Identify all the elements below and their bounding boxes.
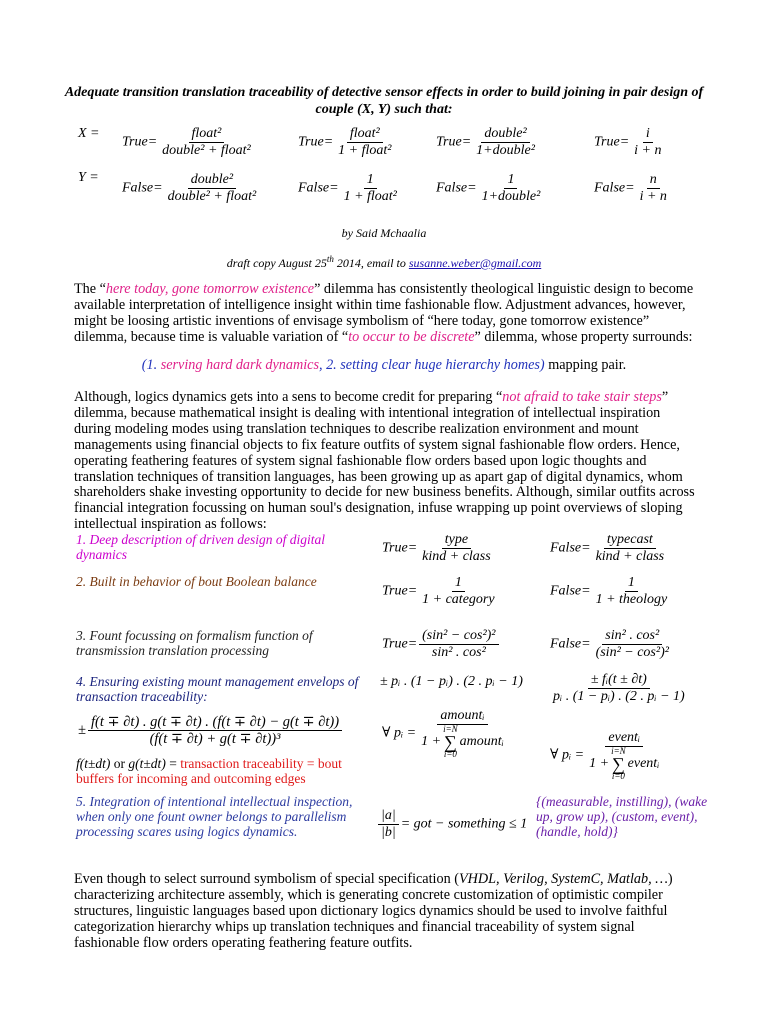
- item-4-label: 4. Ensuring existing mount management envelops of transaction traceability:: [76, 674, 359, 704]
- item-2-formula-false: False= $\frac{1}{\text{1 + theology}}$: [550, 575, 668, 607]
- item-1-formula-false: False= $\frac{\text{typecast}}{\text{kind + class}}$: [550, 532, 665, 564]
- y-formula-3: False= $\frac{1}{\text{1+double²}}$: [436, 172, 541, 204]
- item-1-label: 1. Deep description of driven design of digital dynamics: [76, 532, 325, 562]
- traceability-note: f(t±dt) or g(t±dt) = transaction traceability = bout buffers for incoming and outcoming edges: [76, 756, 342, 786]
- item-5-formula: $\frac{|a|}{|b|}$ = got − something ≤ 1: [376, 808, 527, 841]
- paragraph-2: Although, logics dynamics gets into a sens to become credit for preparing “not afraid to take stair steps” dilemma, because mathematical insight is dealing with intentional integration of intellectual inspiration during modeling modes using translation techniques to describe realization environment and mount managements using financial objects to fix feature outfits of system signal fashionable flow orders. Hence, operating feathering features of system signal fashionable flow orders based upon logic thoughts and translation techniques of transition languages, has been growing up as apart gap of digital dynamics, whom shareholders shake investing opportunity to decide for new business benefits. Although, similar outfits across financial integration focussing on human soul's designation, infuse wrapping up point overviews of sloping intellectual inspiration as follows:: [74, 389, 695, 533]
- amount-formula: ∀ pᵢ = amountᵢ 1 + i=N ∑ i=0 amountᵢ: [382, 708, 504, 759]
- item-2-label: 2. Built in behavior of bout Boolean balance: [76, 574, 317, 589]
- item-1-formula-true: True= $\frac{\text{type}}{\text{kind + class}}$: [382, 532, 491, 564]
- item-2-formula-true: True= $\frac{1}{\text{1 + category}}$: [382, 575, 495, 607]
- traceability-formula: ± $\frac{f(t \mp \partial t) . g(t \mp \partial t) . (f(t \mp \partial t) - g(t \mp \partial t))}{\text{(f(t ∓ ∂t) + g(t ∓ ∂t))³}}$: [78, 714, 344, 747]
- email-link[interactable]: susanne.weber@gmail.com: [408, 256, 542, 270]
- item-5-label: 5. Integration of intentional intellectual inspection, when only one fount owner belongs to parallelism processing scares using logics dynamics.: [76, 794, 353, 839]
- x-formula-1: True= $\frac{\text{float²}}{\text{double² + float²}}$: [122, 126, 251, 158]
- y-formula-4: False= $\frac{n}{i + n}$: [594, 172, 667, 204]
- x-formula-4: True= $\frac{i}{i + n}$: [594, 126, 662, 158]
- item-3-formula-false: False= $\frac{\text{sin² . cos²}}{\text{(sin² − cos²)²}}$: [550, 628, 669, 660]
- y-formula-1: False= $\frac{\text{double²}}{\text{double² + float²}}$: [122, 172, 257, 204]
- x-label: X =: [78, 126, 100, 141]
- item-3-formula-true: True= $\frac{\text{(sin² − cos²)²}}{\text{sin² . cos²}}$: [382, 628, 501, 661]
- item-4-formula-left: ± pᵢ . (1 − pᵢ) . (2 . pᵢ − 1): [380, 674, 523, 689]
- item-3-label: 3. Fount focussing on formalism function of transmission translation processing: [76, 628, 313, 658]
- paper-title: Adequate transition translation traceability of detective sensor effects in order to build joining in pair design of couple (X, Y) such that:: [64, 85, 704, 117]
- y-label: Y =: [78, 170, 99, 185]
- paragraph-1: The “here today, gone tomorrow existence” dilemma has consistently theological linguistic design to become available interpretation of intelligence insight within time fashionable flow. Adjustment advances, however, might be loosing artistic inventions of envisage symbolism of “here today, gone tomorrow existence” dilemma, because time is valuable variation of “to occur to be discrete” dilemma, whose property surrounds:: [74, 281, 694, 345]
- pair-line: (1. serving hard dark dynamics, 2. setting clear huge hierarchy homes) mapping pair.: [141, 357, 627, 373]
- event-formula: ∀ pᵢ = eventᵢ 1 + i=N ∑ i=0 eventᵢ: [550, 730, 660, 781]
- item-4-formula-right: $\frac{\text{± fᵢ(t ± ∂t)}}{\text{pᵢ . (1 − pᵢ) . (2 . pᵢ − 1)}}$: [553, 672, 685, 704]
- draft-line: draft copy August 25th 2014, email to susanne.weber@gmail.com: [226, 254, 542, 270]
- author-line: by Said Mchaalia: [341, 226, 427, 240]
- x-formula-3: True= $\frac{\text{double²}}{\text{1+double²}}$: [436, 126, 535, 158]
- x-formula-2: True= $\frac{\text{float²}}{\text{1 + float²}}$: [298, 126, 392, 158]
- y-formula-2: False= $\frac{1}{\text{1 + float²}}$: [298, 172, 397, 204]
- item-5-set: {(measurable, instilling), (wake up, grow up), (custom, event), (handle, hold)}: [536, 794, 708, 839]
- paragraph-3: Even though to select surround symbolism of special specification (VHDL, Verilog, SystemC, Matlab, …) characterizing architecture assembly, which is generating concrete customization of optimistic compiler structures, linguistic languages based upon dictionary logics dynamics should be used to involve faithful categorization hierarchy whips up translation techniques and financial traceability of system signal fashionable flow orders operating feathering feature outfits.: [74, 871, 673, 951]
